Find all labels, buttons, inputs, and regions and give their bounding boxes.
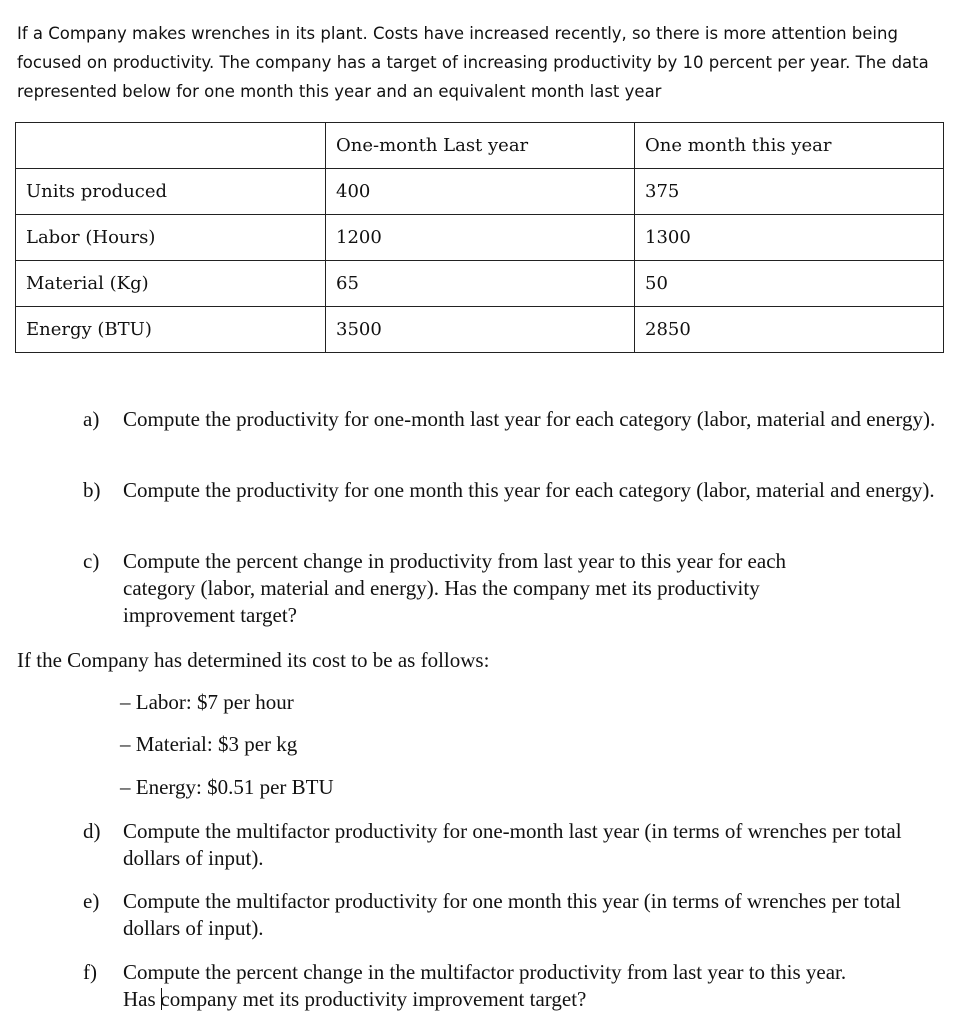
cell: 375 — [635, 169, 944, 215]
question-text: Compute the percent change in productivity from last year to this year for each category (labor, material and energy). Has the company met its productivity improvement target? — [123, 549, 787, 627]
question-label: f) — [83, 960, 97, 984]
table-row — [16, 261, 944, 307]
cell: Labor (Hours) — [16, 215, 326, 261]
header-cell: One month this year — [635, 123, 944, 169]
question-text: Compute the multifactor productivity for one month this year (in terms of wrenches per total dollars of input). — [123, 889, 901, 940]
cell: 1300 — [635, 215, 944, 261]
cell: 1200 — [326, 215, 635, 261]
question-text: Compute the productivity for one-month last year for each category (labor, material and energy). — [123, 407, 936, 431]
data-table — [15, 122, 944, 353]
cell: 50 — [635, 261, 944, 307]
table-row — [16, 307, 944, 353]
intro-paragraph: If a Company makes wrenches in its plant. Costs have increased recently, so there is more attention being focused on productivity. The company has a target of increasing productivity by 10 percent per year. The data represented below for one month this year and an equivalent month last year — [17, 24, 929, 101]
question-text: Compute the productivity for one month this year for each category (labor, material and energy). — [123, 478, 935, 502]
cell: Material (Kg) — [16, 261, 326, 307]
cost-energy: – Energy: $0.51 per BTU — [120, 775, 334, 799]
question-text — [123, 959, 953, 1013]
cost-labor: – Labor: $7 per hour — [120, 690, 294, 714]
cell: 2850 — [635, 307, 944, 353]
question-text-post: company met its productivity improvement target? — [160, 987, 587, 1011]
table-header-row — [16, 123, 944, 169]
header-cell: One-month Last year — [326, 123, 635, 169]
table-row — [16, 169, 944, 215]
question-label: e) — [83, 889, 100, 913]
question-label: c) — [83, 549, 100, 573]
cell: 65 — [326, 261, 635, 307]
cell: Energy (BTU) — [16, 307, 326, 353]
header-cell — [16, 123, 326, 169]
question-label: d) — [83, 819, 101, 843]
cell: Units produced — [16, 169, 326, 215]
question-text-line1: Compute the percent change in the multifactor productivity from last year to this year. — [123, 960, 847, 984]
question-label: b) — [83, 478, 101, 502]
question-text: Compute the multifactor productivity for one-month last year (in terms of wrenches per total dollars of input). — [123, 819, 902, 870]
question-text-pre: Has — [123, 987, 161, 1011]
cell: 400 — [326, 169, 635, 215]
cost-material: – Material: $3 per kg — [120, 732, 298, 756]
question-label: a) — [83, 407, 100, 431]
cell: 3500 — [326, 307, 635, 353]
table-row — [16, 215, 944, 261]
cost-intro: If the Company has determined its cost to be as follows: — [17, 648, 490, 672]
